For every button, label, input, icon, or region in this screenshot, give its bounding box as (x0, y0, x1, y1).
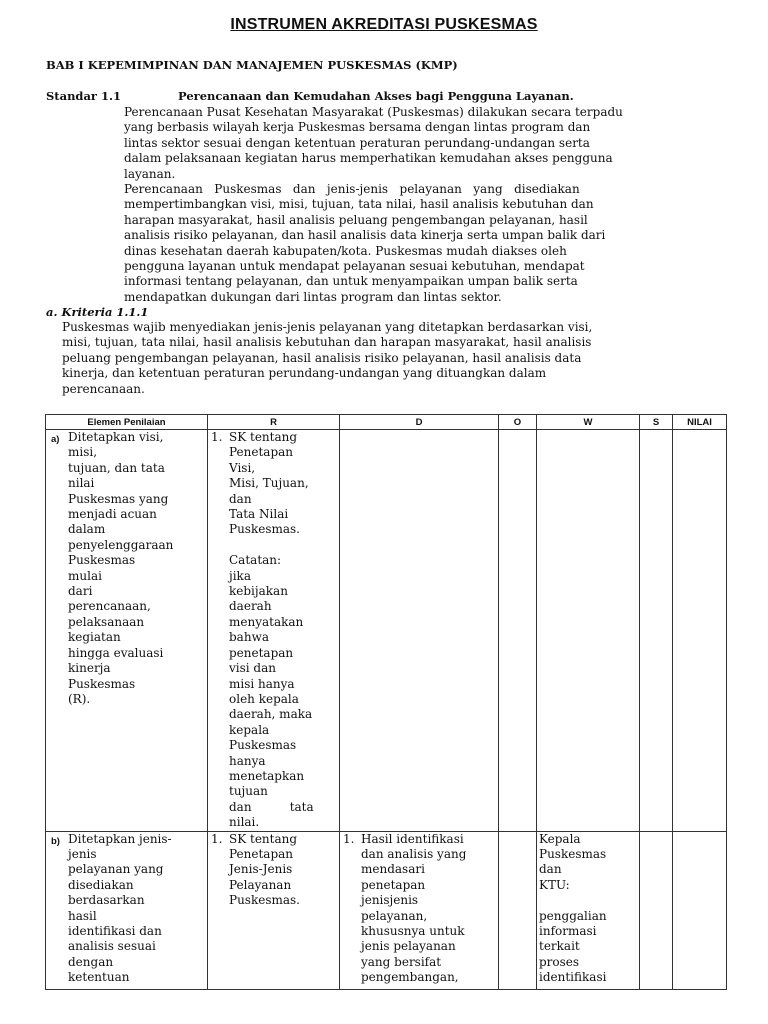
elemen-text: Ditetapkan visi, misi, tujuan, dan tata nilai Puskesmas yang menjadi acuan dalam penyelenggaraan Puskesmas mulai dari perencanaan, pelaksanaan kegiatan hingga evaluasi kinerja Puskesmas (R). (68, 430, 174, 706)
elemen-text: Ditetapkan jenis- jenis pelayanan yang disediakan berdasarkan hasil identifikasi dan analisis sesuai dengan ketentuan (68, 831, 172, 985)
w-cell (537, 430, 640, 832)
standard-paragraph-2: Perencanaan Puskesmas dan jenis-jenis pelayanan yang disediakan mempertimbangkan visi, misi, tujuan, tata nilai, hasil analisis kebutuhan dan harapan masyarakat, hasil analisis peluang pengembangan pelayanan, hasil analisis risiko pelayanan, dan hasil analisis data kinerja serta umpan balik dari dinas kesehatan daerah kabupaten/kota. Puskesmas mudah diakses oleh pengguna layanan untuk mendapat pelayanan sesuai kebutuhan, mendapat informasi tentang pelayanan, dan untuk menyampaikan umpan balik serta mendapatkan dukungan dari lintas program dan lintas sektor. (124, 182, 606, 304)
nilai-cell (673, 430, 727, 832)
row-label: a) (51, 434, 60, 445)
w-text: Kepala Puskesmas dan KTU: penggalian informasi terkait proses identifikasi (539, 831, 607, 985)
d-text: Hasil identifikasi dan analisis yang mendasari penetapan jenisjenis pelayanan, khususnya untuk jenis pelayanan yang bersifat pengembangan, (361, 831, 467, 985)
header-s: S (640, 415, 673, 430)
document-title: INSTRUMEN AKREDITASI PUSKESMAS (230, 16, 538, 33)
r-text: SK tentang Penetapan Jenis-Jenis Pelayanan Puskesmas. (229, 831, 300, 908)
r-cell (208, 430, 340, 832)
r-cell (208, 831, 340, 989)
elemen-cell (46, 430, 208, 832)
kriteria-label: a. Kriteria 1.1.1 (46, 305, 149, 319)
o-cell (499, 430, 537, 832)
table-header-row (46, 415, 727, 430)
r-number: 1. (211, 831, 223, 846)
table-row (46, 831, 727, 989)
row-label: b) (51, 835, 60, 847)
chapter-heading: BAB I KEPEMIMPINAN DAN MANAJEMEN PUSKESMAS (KMP) (46, 58, 458, 72)
s-cell (640, 831, 673, 989)
assessment-table (45, 414, 727, 990)
header-w: W (537, 415, 640, 430)
r-number: 1. (211, 430, 223, 444)
header-nilai: NILAI (673, 415, 727, 430)
w-cell (537, 831, 640, 989)
d-number: 1. (343, 831, 355, 846)
standard-paragraph-1: Perencanaan Pusat Kesehatan Masyarakat (Puskesmas) dilakukan secara terpadu yang berbasis wilayah kerja Puskesmas bersama dengan lintas program dan lintas sektor sesuai dengan ketentuan peraturan perundang-undangan serta dalam pelaksanaan kegiatan harus memperhatikan kemudahan akses pengguna layanan. (124, 105, 623, 181)
r-text: SK tentang Penetapan Visi, Misi, Tujuan, dan Tata Nilai Puskesmas. Catatan: jika kebijakan daerah menyatakan bahwa penetapan visi dan misi hanya oleh kepala daerah, maka kepala Puskesmas hanya menetapkan tujuan dan tata nilai. (229, 430, 314, 830)
d-cell (340, 831, 499, 989)
header-r: R (208, 415, 340, 430)
elemen-cell (46, 831, 208, 989)
d-cell (340, 430, 499, 832)
standard-number: Standar 1.1 (46, 89, 121, 103)
header-d: D (340, 415, 499, 430)
o-cell (499, 831, 537, 989)
header-elemen-penilaian: Elemen Penilaian (46, 415, 208, 430)
table-row (46, 430, 727, 832)
standard-title: Perencanaan dan Kemudahan Akses bagi Pengguna Layanan. (178, 89, 574, 103)
s-cell (640, 430, 673, 832)
nilai-cell (673, 831, 727, 989)
kriteria-text: Puskesmas wajib menyediakan jenis-jenis pelayanan yang ditetapkan berdasarkan visi, misi, tujuan, tata nilai, hasil analisis kebutuhan dan harapan masyarakat, hasil analisis peluang pengembangan pelayanan, hasil analisis risiko pelayanan, hasil analisis data kinerja, dan ketentuan peraturan perundang-undangan yang dituangkan dalam perencanaan. (62, 320, 593, 396)
header-o: O (499, 415, 537, 430)
